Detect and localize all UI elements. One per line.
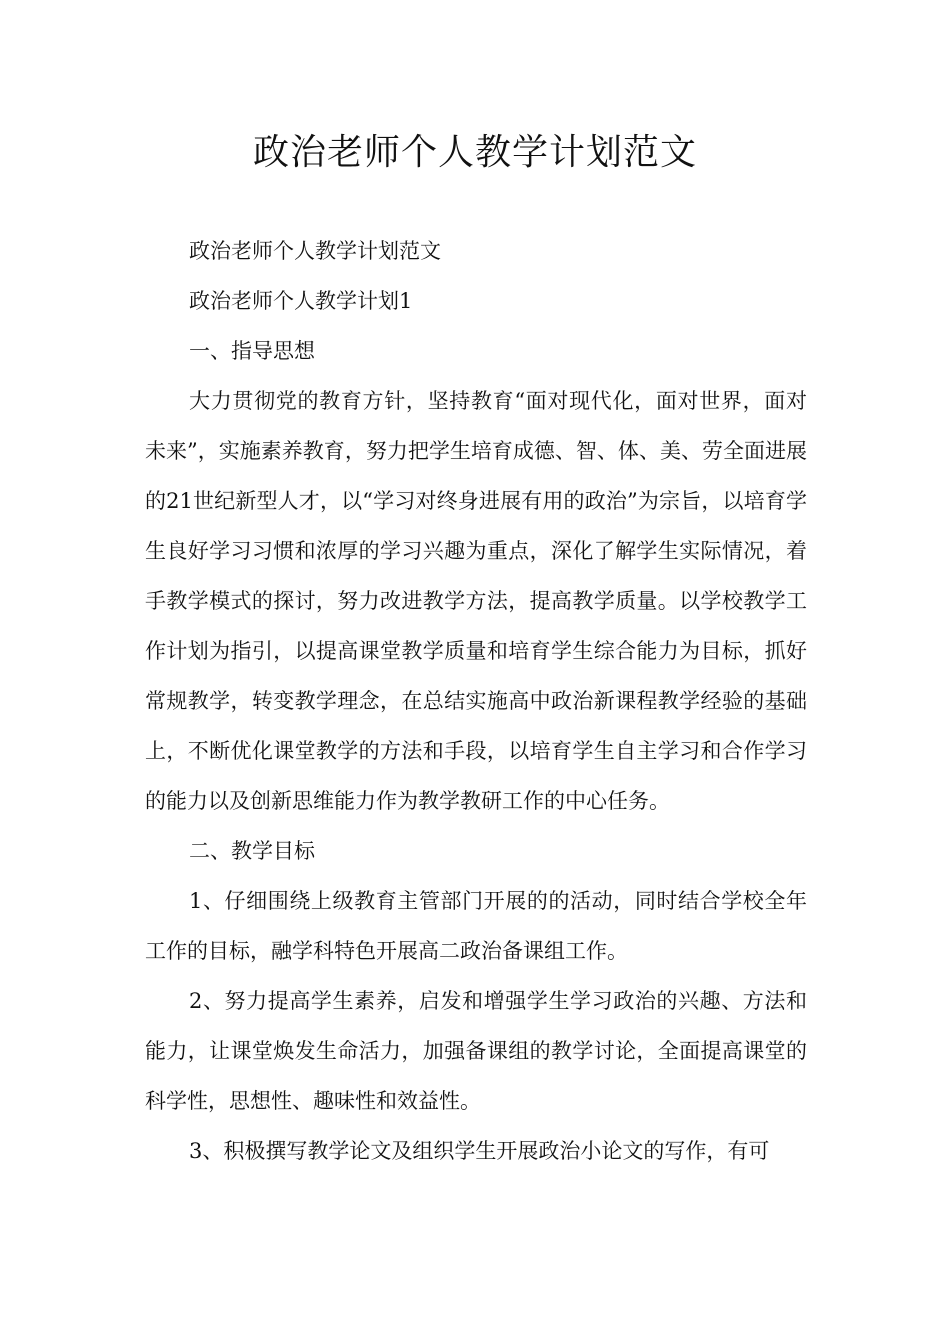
- section-heading-teaching-goals: 二、教学目标: [189, 839, 315, 863]
- paragraph-goal-3: 3、积极撰写教学论文及组织学生开展政治小论文的写作，有可: [189, 1139, 770, 1163]
- paragraph-subtitle: 政治老师个人教学计划范文: [189, 239, 441, 263]
- document-title: 政治老师个人教学计划范文: [252, 132, 697, 173]
- paragraph-goal-1: 1、仔细围绕上级教育主管部门开展的的活动，同时结合学校全年工作的目标，融学科特色开展高二政治备课组工作。: [145, 889, 807, 963]
- paragraph-guiding-thought: 大力贯彻党的教育方针，坚持教育“面对现代化，面对世界，面对未来”，实施素养教育，努力把学生培育成德、智、体、美、劳全面进展的21世纪新型人才，以“学习对终身进展有用的政治”为宗旨，以培育学生良好学习习惯和浓厚的学习兴趣为重点，深化了解学生实际情况，着手教学模式的探讨，努力改进教学方法，提高教学质量。以学校教学工作计划为指引，以提高课堂教学质量和培育学生综合能力为目标，抓好常规教学，转变教学理念，在总结实施高中政治新课程教学经验的基础上，不断优化课堂教学的方法和手段，以培育学生自主学习和合作学习的能力以及创新思维能力作为教学教研工作的中心任务。: [145, 389, 807, 813]
- paragraph-goal-2: 2、努力提高学生素养，启发和增强学生学习政治的兴趣、方法和能力，让课堂焕发生命活力，加强备课组的教学讨论，全面提高课堂的科学性，思想性、趣味性和效益性。: [145, 989, 807, 1113]
- paragraph-plan-heading: 政治老师个人教学计划1: [189, 289, 413, 313]
- section-heading-guiding-thought: 一、指导思想: [189, 339, 315, 363]
- document-body: [145, 226, 807, 1176]
